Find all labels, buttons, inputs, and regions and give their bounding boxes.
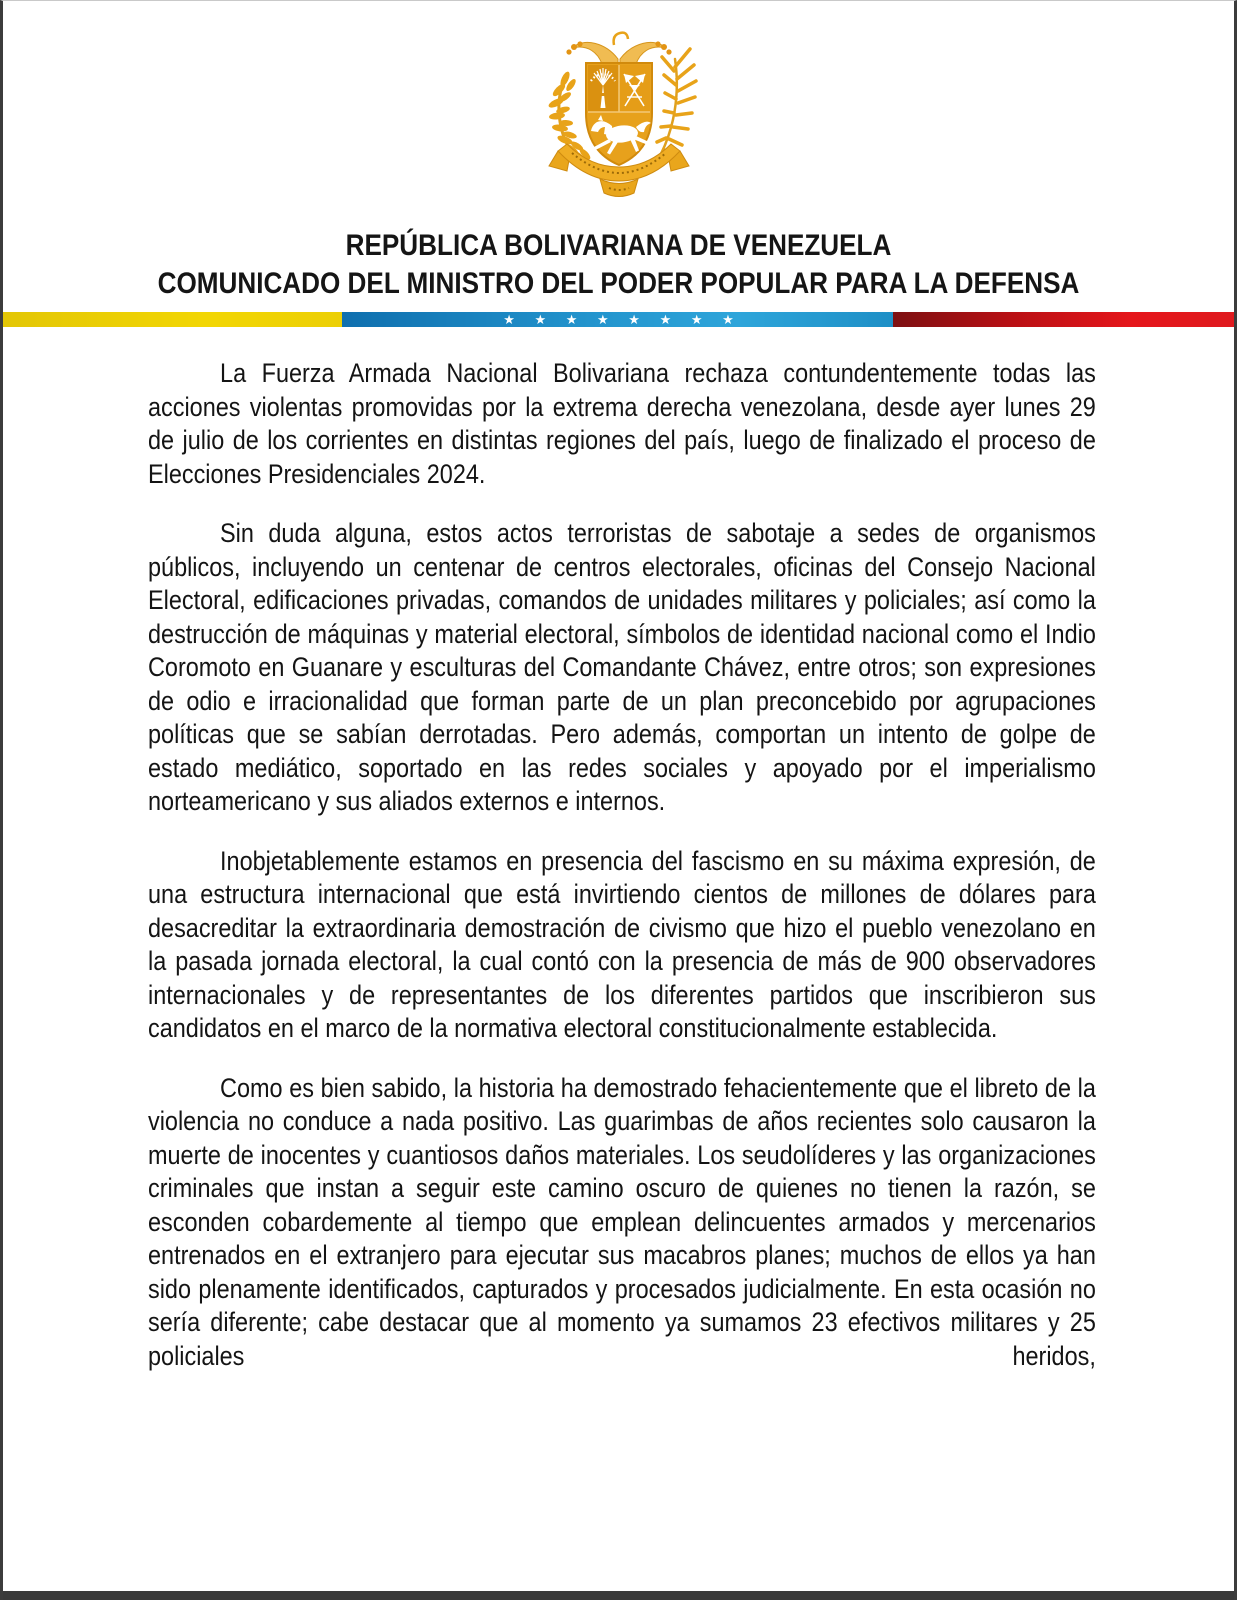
flag-stars: ★ ★ ★ ★ ★ ★ ★ ★	[503, 312, 739, 327]
title-republic: REPÚBLICA BOLIVARIANA DE VENEZUELA	[345, 229, 892, 262]
flag-bar	[3, 312, 1234, 327]
paragraph-1: La Fuerza Armada Nacional Bolivariana rechaza contundentemente todas las acciones violentas promovidas por la extrema derecha venezolana, desde ayer lunes 29 de julio de los corrientes en distintas regiones del país, luego de finalizado el proceso de Elecciones Presidenciales 2024.	[148, 358, 1096, 489]
shield	[586, 63, 652, 165]
letterhead-titles	[83, 227, 1154, 303]
communique-body	[148, 357, 1096, 1399]
letterhead-emblem	[3, 23, 1234, 207]
paragraph-4: Como es bien sabido, la historia ha demostrado fehacientemente que el libreto de la violencia no conduce a nada positivo. Las guarimbas de años recientes solo causaron la muerte de inocentes y cuantiosos daños materiales. Los seudolíderes y las organizaciones criminales que instan a seguir este camino oscuro de quienes no tienen la razón, se esconden cobardemente al tiempo que emplean delincuentes armados y mercenarios entrenados en el extranjero para ejecutar sus macabros planes; muchos de ellos ya han sido plenamente identificados, capturados y procesados judicialmente. En esta ocasión no sería diferente; cabe destacar que al momento ya sumamos 23 efectivos militares y 25 policiales heridos,	[148, 1072, 1096, 1371]
title-communique: COMUNICADO DEL MINISTRO DEL PODER POPULAR PARA LA DEFENSA	[157, 267, 1080, 300]
venezuela-coat-of-arms-icon	[534, 23, 704, 207]
window-bottom-edge	[0, 1591, 1237, 1600]
paragraph-2: Sin duda alguna, estos actos terroristas de sabotaje a sedes de organismos públicos, incluyendo un centenar de centros electorales, oficinas del Consejo Nacional Electoral, edificaciones privadas, comandos de unidades militares y policiales; así como la destrucción de máquinas y material electoral, símbolos de identidad nacional como el Indio Coromoto en Guanare y esculturas del Comandante Chávez, entre otros; son expresiones de odio e irracionalidad que forman parte de un plan preconcebido por agrupaciones políticas que se sabían derrotadas. Pero además, comportan un intento de golpe de estado mediático, soportado en las redes sociales y apoyado por el imperialismo norteamericano y sus aliados externos e internos.	[148, 518, 1096, 816]
palm-branch-right	[656, 49, 696, 163]
paragraph-3: Inobjetablemente estamos en presencia del fascismo en su máxima expresión, de una estructura internacional que está invirtiendo cientos de millones de dólares para desacreditar la extraordinaria demostración de civismo que hizo el pueblo venezolano en la pasada jornada electoral, la cual contó con la presencia de más de 900 observadores internacionales y de representantes de los diferentes partidos que inscribieron sus candidatos en el marco de la normativa electoral constitucionalmente establecida.	[148, 845, 1096, 1043]
